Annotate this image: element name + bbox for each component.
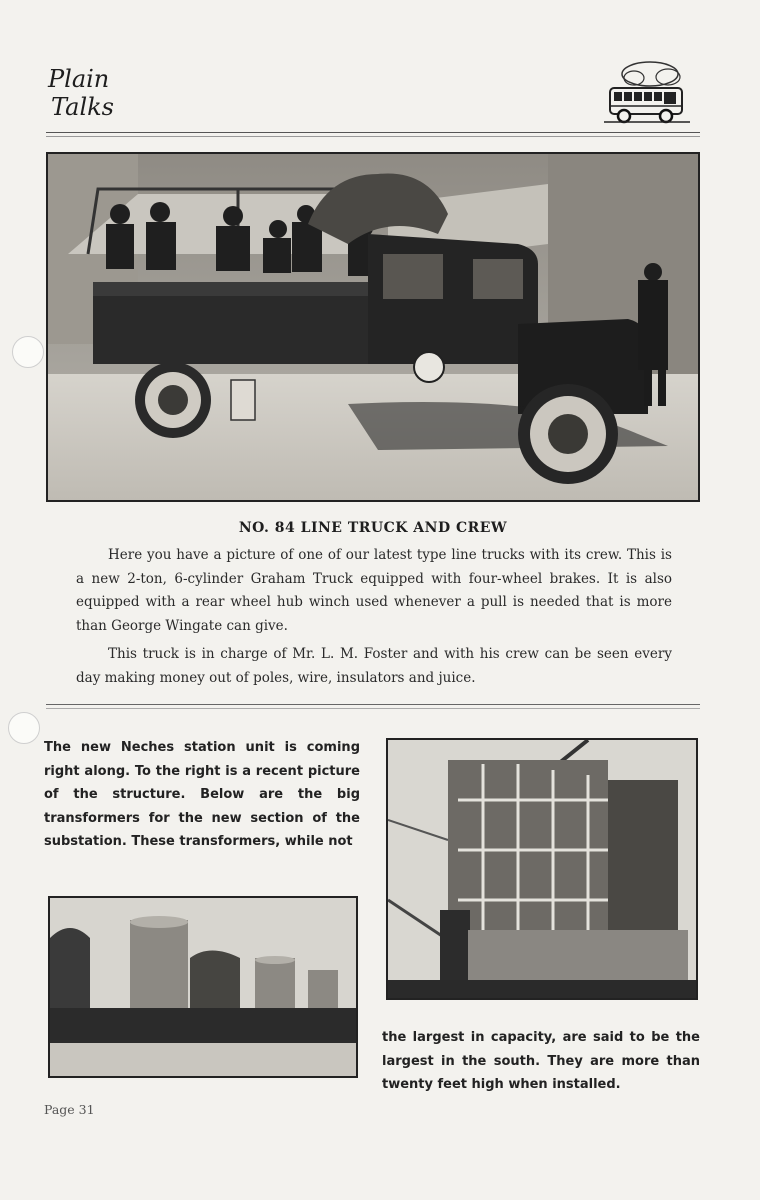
- article-paragraph-2-text: This truck is in charge of Mr. L. M. Foster and with his crew can be seen every day making money out of poles, wire, insulators and juice.: [76, 646, 672, 686]
- punch-hole-lower: [8, 712, 40, 744]
- section-rule-thin: [46, 708, 700, 709]
- transformers-photo: [48, 896, 358, 1078]
- punch-hole-upper: [12, 336, 44, 368]
- article-paragraph-1-text: Here you have a picture of one of our latest type line trucks with its crew. This is a new 2-ton, 6-cylinder Graham Truck equipped with four-wheel brakes. It is also equipped with a rear wheel hub winch used whenever a pull is needed that is more than George Wingate can give.: [76, 547, 672, 634]
- bus-icon: [604, 60, 692, 126]
- header-rule-thin: [46, 136, 700, 137]
- masthead-logo: [48, 66, 128, 130]
- line-truck-photo: [46, 152, 700, 502]
- neches-text-left: The new Neches station unit is coming right along. To the right is a recent picture of the structure. Below are the big transformers for the new section of the substation. These transformers, while not: [44, 740, 360, 849]
- header-rule: [46, 132, 700, 133]
- neches-structure-photo: [386, 738, 698, 1000]
- neches-text-right: the largest in capacity, are said to be the largest in the south. They are more than twenty feet high when installed.: [382, 1030, 700, 1092]
- section-rule: [46, 704, 700, 705]
- logo-line-2: Talks: [51, 93, 114, 121]
- logo-line-1: Plain: [48, 65, 110, 93]
- photo-caption-title: NO. 84 LINE TRUCK AND CREW: [238, 520, 508, 536]
- page-number: Page 31: [44, 1102, 95, 1117]
- article-paragraph-2: [76, 643, 672, 690]
- article-paragraph-1: [76, 544, 672, 638]
